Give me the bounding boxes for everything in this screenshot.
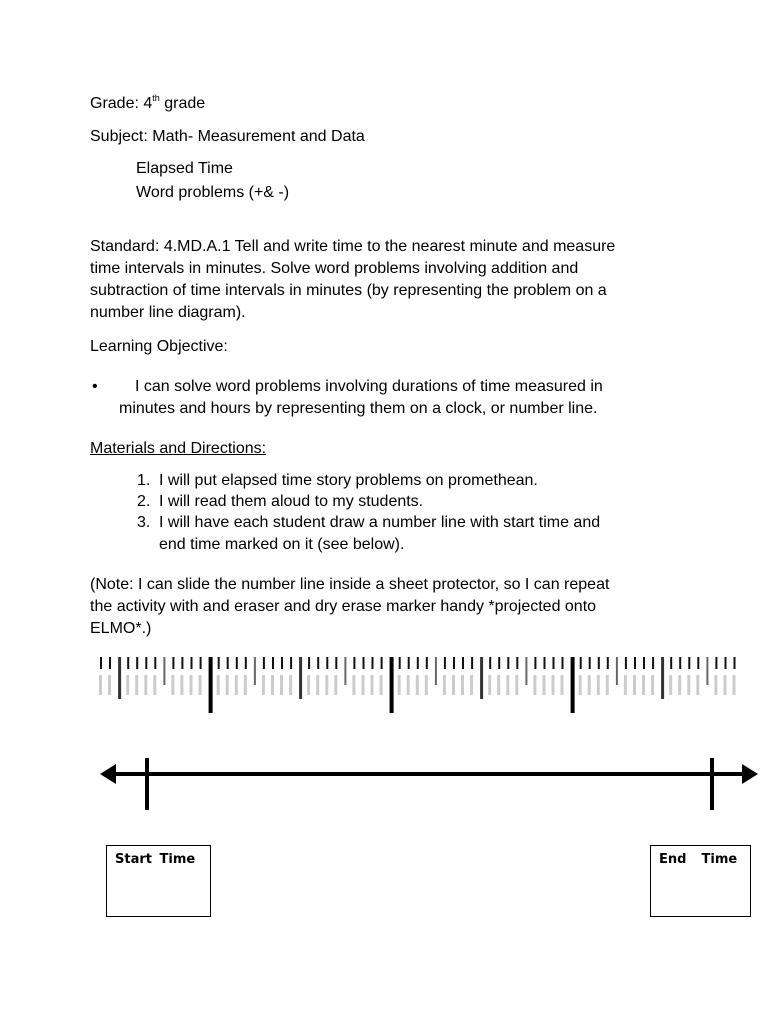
ruler-tick <box>435 657 437 685</box>
ruler-smudge <box>407 675 410 695</box>
ruler-smudge <box>543 675 546 695</box>
ruler-smudge <box>226 675 229 695</box>
ruler-smudge <box>171 675 174 695</box>
ruler-tick <box>544 657 546 669</box>
ruler-tick <box>480 657 483 699</box>
ruler-tick <box>417 657 419 669</box>
ruler-tick <box>462 657 464 669</box>
ruler-tick <box>272 657 274 669</box>
ruler-tick <box>507 657 509 669</box>
ruler-tick <box>335 657 337 669</box>
ruler-tick <box>734 657 736 669</box>
standard-line-1: Standard: 4.MD.A.1 Tell and write time to the nearest minute and measure <box>90 238 616 255</box>
ruler-tick <box>363 657 365 669</box>
start-time-label: Start Time <box>115 852 196 867</box>
ruler-tick <box>181 657 183 669</box>
ruler-tick <box>444 657 446 669</box>
ruler-tick <box>372 657 374 669</box>
ruler-smudge <box>624 675 627 695</box>
ruler-smudge <box>108 675 111 695</box>
ruler-tick <box>598 657 600 669</box>
ruler-smudge <box>153 675 156 695</box>
ruler-tick <box>254 657 256 685</box>
ruler-smudge <box>714 675 717 695</box>
ruler-tick <box>127 657 129 669</box>
materials-heading: Materials and Directions: <box>90 440 267 457</box>
ruler-tick <box>191 657 193 669</box>
ruler-tick <box>100 657 102 669</box>
ruler-smudge <box>235 675 238 695</box>
ruler-tick <box>236 657 238 669</box>
ruler-tick <box>154 657 156 669</box>
ruler-tick <box>381 657 383 669</box>
ruler-tick <box>172 657 174 669</box>
ruler-smudge <box>633 675 636 695</box>
item-number: 1. <box>137 472 151 489</box>
left-arrow-icon <box>100 764 116 784</box>
ruler-tick <box>426 657 428 669</box>
bullet-marker: • <box>92 378 98 395</box>
ruler-tick <box>498 657 500 669</box>
ruler-smudge <box>217 675 220 695</box>
ruler-tick <box>353 657 355 669</box>
ruler-smudge <box>552 675 555 695</box>
ruler-smudge <box>696 675 699 695</box>
ruler-tick <box>725 657 727 669</box>
ruler-tick <box>218 657 220 669</box>
ruler-smudge <box>126 675 129 695</box>
number-line <box>100 758 758 810</box>
ruler-tick <box>553 657 555 669</box>
ruler-tick <box>227 657 229 669</box>
ruler-smudge <box>135 675 138 695</box>
ruler-smudge <box>733 675 736 695</box>
ruler-tick <box>616 657 618 685</box>
ruler-smudge <box>334 675 337 695</box>
grade-line: Grade: 4th grade <box>90 93 206 112</box>
ruler-tick <box>299 657 302 699</box>
objective-heading: Learning Objective: <box>90 338 228 355</box>
ruler-tick <box>163 657 165 685</box>
ruler-tick <box>643 657 645 669</box>
ruler-tick <box>607 657 609 669</box>
ruler-smudge <box>651 675 654 695</box>
ruler-smudge <box>352 675 355 695</box>
ruler-tick <box>715 657 717 669</box>
ruler-smudge <box>398 675 401 695</box>
topic-elapsed-time: Elapsed Time <box>136 160 233 177</box>
ruler-tick <box>670 657 672 669</box>
objective-bullet-line-1: • I can solve word problems involving durations of time measured in <box>92 378 603 395</box>
materials-item-2: 2. I will read them aloud to my students. <box>137 493 424 510</box>
ruler-smudge <box>325 675 328 695</box>
ruler-smudge <box>443 675 446 695</box>
ruler-smudge <box>642 675 645 695</box>
ruler-smudge <box>461 675 464 695</box>
ruler-smudge <box>724 675 727 695</box>
topic-word-problems: Word problems (+& -) <box>136 184 290 201</box>
ruler-smudge <box>244 675 247 695</box>
ruler-tick <box>471 657 473 669</box>
ruler-smudge <box>271 675 274 695</box>
ruler-tick <box>688 657 690 669</box>
ruler-smudge <box>561 675 564 695</box>
ruler-tick <box>571 657 575 713</box>
ruler-smudge <box>669 675 672 695</box>
ruler-tick <box>706 657 708 685</box>
ruler-smudge <box>307 675 310 695</box>
ruler-smudge <box>416 675 419 695</box>
ruler-tick <box>453 657 455 669</box>
ruler-tick <box>290 657 292 669</box>
note-line-3: ELMO*.) <box>90 620 152 637</box>
ruler-smudge <box>497 675 500 695</box>
end-time-box <box>650 845 751 917</box>
ruler-tick <box>145 657 147 669</box>
ruler-tick <box>118 657 121 699</box>
ruler-tick <box>245 657 247 669</box>
ruler-tick <box>390 657 394 713</box>
ruler-smudge <box>452 675 455 695</box>
ruler-tick <box>326 657 328 669</box>
ruler-smudge <box>488 675 491 695</box>
ruler-smudge <box>289 675 292 695</box>
materials-item-3: 3. I will have each student draw a number line with start time and <box>137 514 601 531</box>
ruler-tick <box>408 657 410 669</box>
ruler-smudge <box>606 675 609 695</box>
end-time-label: End Time <box>659 852 738 867</box>
ruler-tick <box>489 657 491 669</box>
note-line-2: the activity with and eraser and dry erase marker handy *projected onto <box>90 598 597 615</box>
ruler-image <box>99 657 736 713</box>
ruler-tick <box>625 657 627 669</box>
ruler-smudge <box>380 675 383 695</box>
ruler-smudge <box>687 675 690 695</box>
ruler-smudge <box>597 675 600 695</box>
ruler-smudge <box>588 675 591 695</box>
ruler-smudge <box>470 675 473 695</box>
start-time-box <box>106 845 211 917</box>
ruler-tick <box>263 657 265 669</box>
ruler-smudge <box>316 675 319 695</box>
right-arrow-icon <box>742 764 758 784</box>
ruler-tick <box>534 657 536 669</box>
ruler-smudge <box>425 675 428 695</box>
ruler-smudge <box>199 675 202 695</box>
ruler-smudge <box>280 675 283 695</box>
ruler-tick <box>344 657 346 685</box>
ruler-tick <box>109 657 111 669</box>
ruler-tick <box>281 657 283 669</box>
ruler-smudge <box>362 675 365 695</box>
ruler-tick <box>308 657 310 669</box>
ruler-smudge <box>190 675 193 695</box>
ruler-smudge <box>533 675 536 695</box>
ruler-tick <box>634 657 636 669</box>
ruler-tick <box>562 657 564 669</box>
ruler-tick <box>652 657 654 669</box>
ruler-smudge <box>506 675 509 695</box>
ruler-smudge <box>579 675 582 695</box>
ruler-tick <box>516 657 518 669</box>
note-line-1: (Note: I can slide the number line inside a sheet protector, so I can repeat <box>90 576 610 593</box>
ruler-tick <box>589 657 591 669</box>
standard-line-3: subtraction of time intervals in minutes (by representing the problem on a <box>90 282 607 299</box>
ruler-tick <box>317 657 319 669</box>
ruler-smudge <box>371 675 374 695</box>
ruler-tick <box>580 657 582 669</box>
materials-item-3-cont: end time marked on it (see below). <box>159 536 405 553</box>
standard-line-2: time intervals in minutes. Solve word problems involving addition and <box>90 260 579 277</box>
ruler-tick <box>697 657 699 669</box>
ruler-smudge <box>678 675 681 695</box>
ruler-smudge <box>99 675 102 695</box>
ruler-smudge <box>144 675 147 695</box>
materials-item-1: 1. I will put elapsed time story problems on promethean. <box>137 472 538 489</box>
ruler-tick <box>200 657 202 669</box>
ruler-tick <box>525 657 527 685</box>
ruler-smudge <box>180 675 183 695</box>
ruler-tick <box>136 657 138 669</box>
objective-bullet-line-2: minutes and hours by representing them on a clock, or number line. <box>119 400 598 417</box>
ruler-tick <box>209 657 213 713</box>
ruler-smudge <box>515 675 518 695</box>
item-number: 2. <box>137 493 151 510</box>
ruler-tick <box>399 657 401 669</box>
ruler-smudge <box>262 675 265 695</box>
subject-line: Subject: Math- Measurement and Data <box>90 128 365 145</box>
ruler-tick <box>661 657 664 699</box>
item-number: 3. <box>137 514 151 531</box>
ruler-tick <box>679 657 681 669</box>
standard-line-4: number line diagram). <box>90 304 246 321</box>
